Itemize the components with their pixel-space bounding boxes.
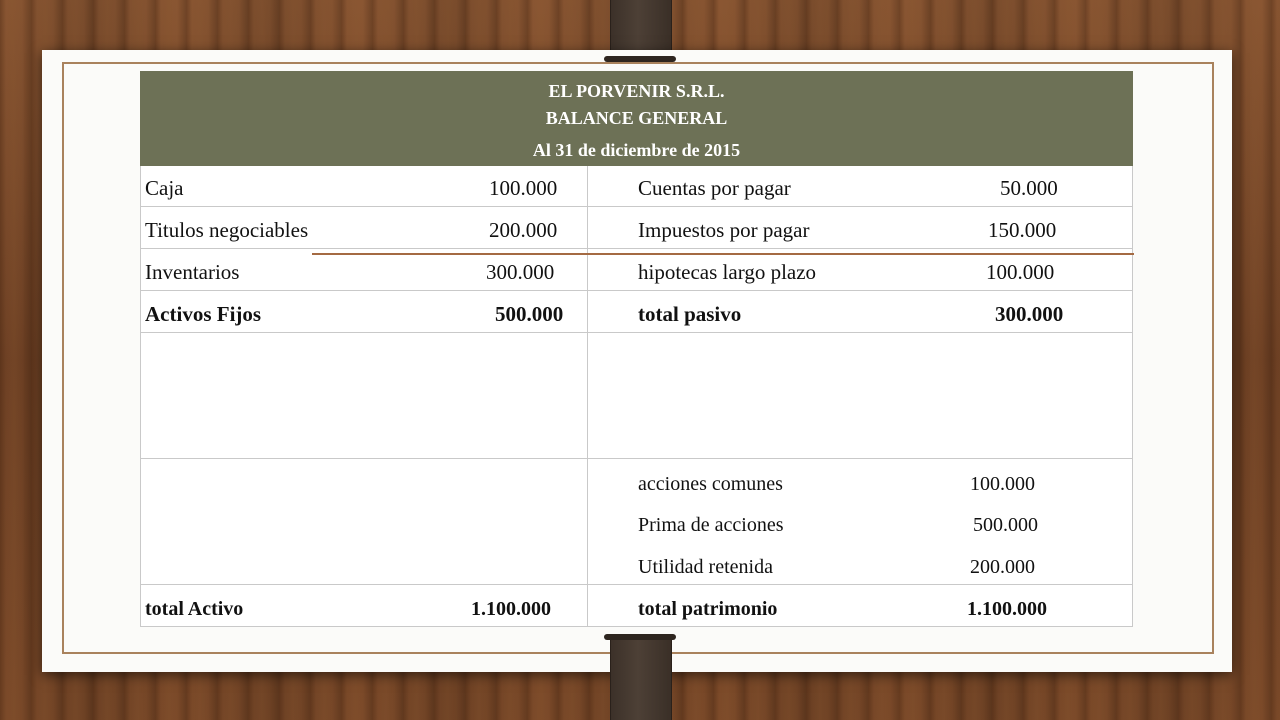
total-assets-label: total Activo <box>145 598 244 620</box>
total-assets-value: 1.100.000 <box>471 598 551 620</box>
report-title: BALANCE GENERAL <box>545 108 728 128</box>
liability-label: total pasivo <box>638 302 742 326</box>
accent-line <box>312 253 1134 255</box>
liability-label: Impuestos por pagar <box>638 218 810 242</box>
table-header <box>140 71 1133 166</box>
total-equity-value: 1.100.000 <box>967 598 1047 620</box>
strap-bottom <box>610 640 672 720</box>
table-border-left <box>140 166 141 627</box>
total-equity-label: total patrimonio <box>638 598 778 620</box>
row-divider <box>140 206 1133 207</box>
row-divider <box>140 584 1133 585</box>
column-divider <box>587 166 588 627</box>
equity-value: 500.000 <box>973 514 1038 536</box>
liability-value: 300.000 <box>995 302 1064 326</box>
liability-label: Cuentas por pagar <box>638 176 791 200</box>
row-divider <box>140 248 1133 249</box>
equity-label: Utilidad retenida <box>638 556 773 578</box>
row-divider <box>140 626 1133 627</box>
strap-cap-top <box>604 56 676 62</box>
equity-label: Prima de acciones <box>638 514 784 536</box>
strap-cap-bottom <box>604 634 676 640</box>
report-date: Al 31 de diciembre de 2015 <box>532 140 741 160</box>
row-divider <box>140 458 1133 459</box>
asset-value: 300.000 <box>486 260 555 284</box>
asset-label: Titulos negociables <box>145 218 309 242</box>
asset-value: 200.000 <box>489 218 558 242</box>
company-name: EL PORVENIR S.R.L. <box>548 81 725 101</box>
equity-value: 100.000 <box>970 473 1035 495</box>
row-divider <box>140 332 1133 333</box>
row-divider <box>140 290 1133 291</box>
liability-label: hipotecas largo plazo <box>638 260 817 284</box>
liability-value: 100.000 <box>986 260 1055 284</box>
equity-value: 200.000 <box>970 556 1035 578</box>
asset-value: 100.000 <box>489 176 558 200</box>
liability-value: 50.000 <box>1000 176 1058 200</box>
table-border-right <box>1132 166 1133 627</box>
equity-label: acciones comunes <box>638 473 783 495</box>
asset-label: Activos Fijos <box>145 302 262 326</box>
asset-label: Caja <box>145 176 184 200</box>
liability-value: 150.000 <box>988 218 1057 242</box>
balance-sheet-table <box>140 71 1133 627</box>
asset-label: Inventarios <box>145 260 240 284</box>
asset-value: 500.000 <box>495 302 564 326</box>
